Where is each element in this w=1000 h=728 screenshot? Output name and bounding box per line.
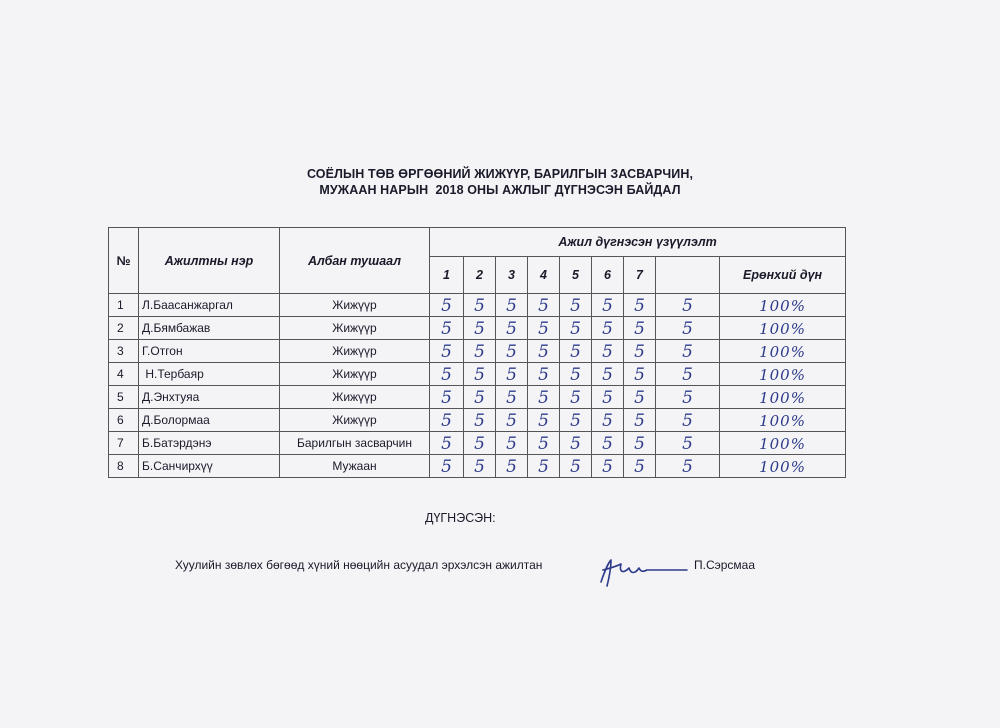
header-employee-name: Ажилтны нэр — [139, 228, 280, 294]
score-cell: 5 — [464, 294, 496, 317]
score-cell: 5 — [528, 386, 560, 409]
score-cell: 5 — [464, 432, 496, 455]
total-cell: 100% — [720, 317, 846, 340]
score-cell: 5 — [624, 294, 656, 317]
total-cell: 100% — [720, 363, 846, 386]
score-cell: 5 — [592, 409, 624, 432]
score-cell: 5 — [430, 317, 464, 340]
total-cell: 100% — [720, 294, 846, 317]
score-cell: 5 — [560, 363, 592, 386]
score-cell: 5 — [592, 386, 624, 409]
score-cell: 5 — [560, 432, 592, 455]
score-cell: 5 — [430, 340, 464, 363]
table-row — [109, 455, 846, 478]
score-cell: 5 — [592, 294, 624, 317]
score-cell: 5 — [430, 455, 464, 478]
row-number: 1 — [109, 294, 139, 317]
score-cell: 5 — [496, 386, 528, 409]
score-cell: 5 — [656, 317, 720, 340]
score-cell: 5 — [560, 409, 592, 432]
score-cell: 5 — [624, 363, 656, 386]
score-cell: 5 — [656, 455, 720, 478]
document-title — [0, 166, 1000, 198]
employee-position: Жижүүр — [280, 409, 430, 432]
employee-name: Г.Отгон — [139, 340, 280, 363]
score-cell: 5 — [464, 317, 496, 340]
header-blank — [656, 257, 720, 294]
employee-name: Б.Санчирхүү — [139, 455, 280, 478]
score-cell: 5 — [430, 386, 464, 409]
employee-name: Н.Тербаяр — [139, 363, 280, 386]
score-cell: 5 — [560, 340, 592, 363]
header-row-top — [109, 228, 846, 257]
score-cell: 5 — [496, 432, 528, 455]
row-number: 8 — [109, 455, 139, 478]
score-cell: 5 — [592, 363, 624, 386]
score-cell: 5 — [656, 340, 720, 363]
score-cell: 5 — [528, 409, 560, 432]
employee-name: Б.Батэрдэнэ — [139, 432, 280, 455]
employee-position: Жижүүр — [280, 340, 430, 363]
total-cell: 100% — [720, 340, 846, 363]
header-indicator-2: 2 — [464, 257, 496, 294]
employee-position: Жижүүр — [280, 363, 430, 386]
score-cell: 5 — [496, 317, 528, 340]
header-indicator-5: 5 — [560, 257, 592, 294]
employee-name: Д.Болормаа — [139, 409, 280, 432]
total-cell: 100% — [720, 386, 846, 409]
employee-name: Л.Баасанжаргал — [139, 294, 280, 317]
employee-name: Д.Энхтуяа — [139, 386, 280, 409]
signer-name: П.Сэрсмаа — [694, 558, 756, 572]
score-cell: 5 — [430, 294, 464, 317]
row-number: 4 — [109, 363, 139, 386]
table-row — [109, 317, 846, 340]
header-number: № — [109, 228, 139, 294]
employee-position: Жижүүр — [280, 386, 430, 409]
score-cell: 5 — [496, 340, 528, 363]
table-row — [109, 363, 846, 386]
score-cell: 5 — [656, 294, 720, 317]
header-indicators-group: Ажил дүгнэсэн үзүүлэлт — [430, 228, 846, 257]
handwritten-signature — [595, 552, 690, 592]
score-cell: 5 — [528, 340, 560, 363]
employee-position: Жижүүр — [280, 294, 430, 317]
table-row — [109, 294, 846, 317]
score-cell: 5 — [624, 340, 656, 363]
table-row — [109, 340, 846, 363]
header-indicator-3: 3 — [496, 257, 528, 294]
employee-position: Жижүүр — [280, 317, 430, 340]
table-row — [109, 386, 846, 409]
total-cell: 100% — [720, 409, 846, 432]
title-line-1: СОЁЛЫН ТӨВ ӨРГӨӨНИЙ ЖИЖҮҮР, БАРИЛГЫН ЗАСВАРЧИН, — [306, 167, 694, 181]
score-cell: 5 — [496, 455, 528, 478]
table-row — [109, 409, 846, 432]
title-line-2: МУЖААН НАРЫН 2018 ОНЫ АЖЛЫГ ДҮГНЭСЭН БАЙДАЛ — [319, 183, 681, 197]
header-indicator-6: 6 — [592, 257, 624, 294]
score-cell: 5 — [464, 409, 496, 432]
score-cell: 5 — [656, 409, 720, 432]
employee-position: Мужаан — [280, 455, 430, 478]
score-cell: 5 — [592, 455, 624, 478]
score-cell: 5 — [528, 294, 560, 317]
header-indicator-4: 4 — [528, 257, 560, 294]
score-cell: 5 — [560, 317, 592, 340]
score-cell: 5 — [528, 317, 560, 340]
total-cell: 100% — [720, 432, 846, 455]
employee-name: Д.Бямбажав — [139, 317, 280, 340]
header-total: Ерөнхий дүн — [720, 257, 846, 294]
score-cell: 5 — [464, 386, 496, 409]
row-number: 3 — [109, 340, 139, 363]
score-cell: 5 — [656, 386, 720, 409]
score-cell: 5 — [560, 455, 592, 478]
row-number: 5 — [109, 386, 139, 409]
header-position: Албан тушаал — [280, 228, 430, 294]
score-cell: 5 — [656, 363, 720, 386]
row-number: 6 — [109, 409, 139, 432]
score-cell: 5 — [464, 455, 496, 478]
score-cell: 5 — [496, 294, 528, 317]
score-cell: 5 — [592, 340, 624, 363]
score-cell: 5 — [624, 386, 656, 409]
signer-title: Хуулийн зөвлөх бөгөөд хүний нөөцийн асуудал эрхэлсэн ажилтан — [175, 558, 543, 572]
score-cell: 5 — [496, 409, 528, 432]
score-cell: 5 — [464, 363, 496, 386]
evaluation-table — [108, 227, 846, 478]
score-cell: 5 — [624, 455, 656, 478]
score-cell: 5 — [496, 363, 528, 386]
score-cell: 5 — [528, 455, 560, 478]
score-cell: 5 — [528, 363, 560, 386]
score-cell: 5 — [560, 294, 592, 317]
total-cell: 100% — [720, 455, 846, 478]
score-cell: 5 — [592, 317, 624, 340]
score-cell: 5 — [656, 432, 720, 455]
score-cell: 5 — [430, 363, 464, 386]
evaluated-label: ДҮГНЭСЭН: — [425, 511, 496, 525]
score-cell: 5 — [560, 386, 592, 409]
score-cell: 5 — [464, 340, 496, 363]
score-cell: 5 — [624, 432, 656, 455]
score-cell: 5 — [528, 432, 560, 455]
score-cell: 5 — [592, 432, 624, 455]
header-indicator-7: 7 — [624, 257, 656, 294]
score-cell: 5 — [624, 317, 656, 340]
row-number: 2 — [109, 317, 139, 340]
score-cell: 5 — [430, 432, 464, 455]
employee-position: Барилгын засварчин — [280, 432, 430, 455]
header-indicator-1: 1 — [430, 257, 464, 294]
table-row — [109, 432, 846, 455]
row-number: 7 — [109, 432, 139, 455]
score-cell: 5 — [624, 409, 656, 432]
score-cell: 5 — [430, 409, 464, 432]
